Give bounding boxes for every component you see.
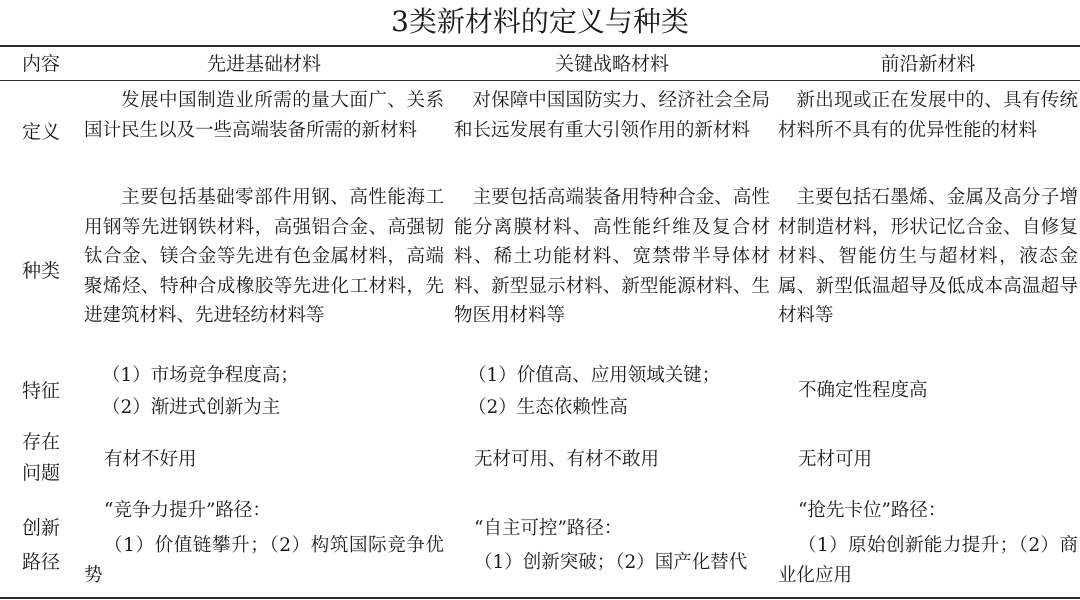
- paths-advanced-basic-heading: “竞争力提升”路径：: [104, 500, 271, 521]
- problems-frontier: 无材可用: [798, 449, 873, 470]
- paths-advanced-basic-detail: （1）价值链攀升；（2）构筑国际竞争优势: [84, 535, 444, 586]
- types-advanced-basic: 主要包括基础零部件用钢、高性能海工用钢等先进钢铁材料，高强铝合金、高强韧钛合金、镁合金等先进有色金属材料，高端聚烯烃、特种合成橡胶等先进化工材料，先进建筑材料、先进轻纺材料等: [84, 187, 444, 326]
- problems-advanced-basic: 有材不好用: [104, 449, 197, 470]
- table-header-rule: [0, 80, 1080, 81]
- row-label-problems-line1: 存在: [21, 431, 60, 453]
- header-advanced-basic-materials: 先进基础材料: [206, 53, 321, 75]
- features-key-strategic-2: （2）生态依赖性高: [468, 397, 628, 418]
- features-advanced-basic-2: （2）渐进式创新为主: [102, 397, 281, 418]
- features-advanced-basic-1: （1）市场竞争程度高；: [102, 365, 299, 386]
- features-frontier: 不确定性程度高: [798, 380, 928, 401]
- definition-advanced-basic: 发展中国制造业所需的量大面广、关系国计民生以及一些高端装备所需的新材料: [84, 90, 444, 141]
- types-frontier: 主要包括石墨烯、金属及高分子增材制造材料，形状记忆合金、自修复材料、智能仿生与超材料，液态金属、新型低温超导及低成本高温超导材料等: [778, 187, 1078, 326]
- problems-key-strategic: 无材可用、有材不敢用: [474, 449, 660, 470]
- header-content: 内容: [21, 53, 60, 75]
- row-label-paths-line2: 路径: [21, 551, 60, 573]
- row-label-features: 特征: [21, 380, 60, 402]
- types-key-strategic: 主要包括高端装备用特种合金、高性能分离膜材料、高性能纤维及复合材料、稀土功能材料、宽禁带半导体材料、新型显示材料、新型能源材料、生物医用材料等: [454, 187, 770, 326]
- features-key-strategic-1: （1）价值高、应用领域关键；: [468, 365, 721, 386]
- paths-frontier-detail: （1）原始创新能力提升；（2）商业化应用: [778, 535, 1078, 586]
- header-frontier-new-materials: 前沿新材料: [880, 53, 976, 75]
- table-top-rule: [0, 45, 1080, 47]
- paths-frontier-heading: “抢先卡位”路径：: [798, 500, 947, 521]
- table-bottom-rule: [0, 597, 1080, 599]
- row-label-types: 种类: [21, 260, 60, 282]
- row-label-problems-line2: 问题: [21, 462, 60, 484]
- row-label-definition: 定义: [21, 121, 60, 143]
- paths-key-strategic-detail: （1）创新突破；（2）国产化替代: [474, 552, 748, 573]
- row-label-paths-line1: 创新: [21, 517, 60, 539]
- header-key-strategic-materials: 关键战略材料: [554, 53, 669, 75]
- definition-frontier: 新出现或正在发展中的、具有传统材料所不具有的优异性能的材料: [778, 90, 1078, 141]
- paths-key-strategic-heading: “自主可控”路径：: [474, 518, 623, 539]
- table-title: 3类新材料的定义与种类: [391, 5, 689, 38]
- definition-key-strategic: 对保障中国国防实力、经济社会全局和长远发展有重大引领作用的新材料: [454, 90, 770, 141]
